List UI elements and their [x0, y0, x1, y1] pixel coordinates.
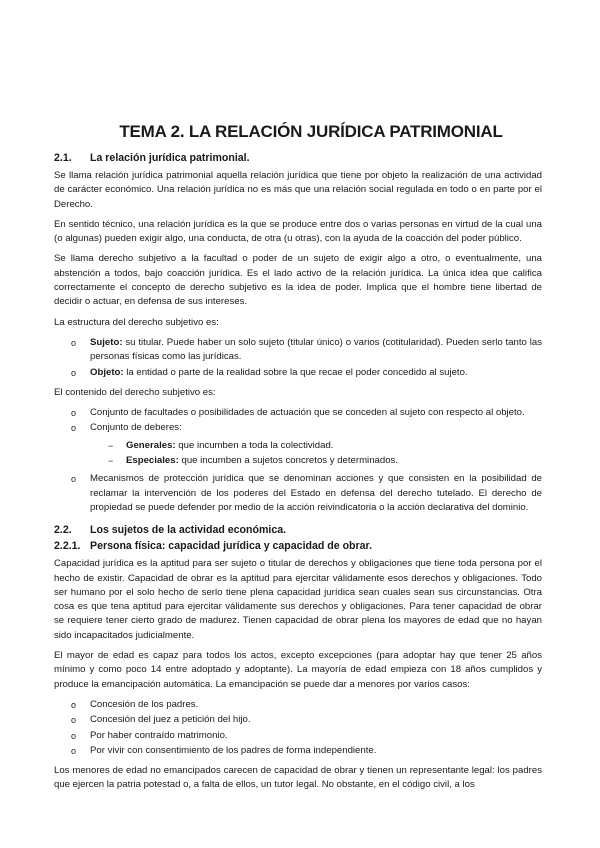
list-item [54, 729, 542, 743]
section-title: Los sujetos de la actividad económica. [90, 524, 287, 537]
list-text: Concesión de los padres. [90, 698, 199, 710]
bullet-icon: o [71, 745, 77, 756]
list-text: Por vivir con consentimiento de los padres de forma independiente. [90, 744, 377, 756]
section-title: La relación jurídica patrimonial. [90, 152, 250, 164]
list-text: Concesión del juez a petición del hijo. [90, 714, 251, 726]
paragraph: Se llama derecho subjetivo a la facultad o poder de un sujeto de exigir algo a otro, o eventualmente, una abstención a todos, bajo coacción jurídica. Es el lado activo de la relación jurídica. La única idea que califica correctamente el concepto de derecho subjetivo es la idea de poder. Implica que el hombre tiene libertad de decidir o actuar, en defensa de sus intereses. [54, 253, 542, 308]
list-text: que incumben a toda la colectividad. [175, 439, 334, 451]
bullet-icon: o [71, 367, 77, 378]
bullet-icon: o [71, 408, 77, 419]
paragraph: Los menores de edad no emancipados carecen de capacidad de obrar y tienen un representante legal: los padres que ejercen la patria potestad o, a falta de ellos, un tutor legal. No obstante, en el código civil, a los [54, 765, 542, 791]
bullet-icon: o [71, 423, 77, 434]
list-text: Por haber contraído matrimonio. [90, 729, 228, 741]
list-text: la entidad o parte de la realidad sobre la que recae el poder concedido al sujeto. [123, 366, 468, 378]
paragraph: Se llama relación jurídica patrimonial aquella relación jurídica que tiene por objeto la realización de una actividad de carácter económico. Una relación jurídica no es más que una relación social regulada en todo o en parte por el Derecho. [54, 170, 542, 210]
paragraph: El contenido del derecho subjetivo es: [54, 386, 216, 398]
list-item [54, 336, 542, 365]
duties-list [54, 439, 542, 469]
subsection-title: Persona física: capacidad jurídica y capacidad de obrar. [90, 540, 373, 553]
bullet-icon: o [71, 699, 77, 710]
bullet-icon: o [71, 337, 77, 348]
list-text: Mecanismos de protección jurídica que se denominan acciones y que consisten en la posibilidad de reclamar la intervención de los poderes del Estado en defensa del derecho tutelado. El derecho de propiedad se puede defender por medio de la acción reivindicatoria o la acción declarativa del dominio. [90, 473, 542, 513]
content-list [54, 406, 542, 515]
list-text: su titular. Puede haber un solo sujeto (titular único) o varios (cotitularidad). Pueden serlo tanto las personas físicas como las jurídicas. [90, 336, 542, 363]
list-item [54, 472, 542, 515]
list-item [54, 698, 542, 712]
list-item [54, 439, 542, 453]
dash-icon: − [108, 440, 114, 451]
emancipation-cases-list [54, 698, 542, 758]
list-term: Especiales: [126, 455, 179, 467]
list-item [54, 421, 542, 468]
paragraph: En sentido técnico, una relación jurídica es la que se produce entre dos o varias personas en virtud de la cual una (o algunas) pueden exigir algo, una conducta, de otra (u otras), con la ayuda de la coacción del poder público. [54, 218, 542, 245]
list-item [54, 366, 542, 380]
section-heading-2-1 [54, 151, 542, 165]
section-number: 2.2. [54, 524, 72, 537]
list-text: que incumben a sujetos concretos y determinados. [178, 455, 398, 467]
paragraph: Capacidad jurídica es la aptitud para ser sujeto o titular de derechos y obligaciones que tiene toda persona por el hecho de existir. Capacidad de obrar es la aptitud para ejercitar válidamente esos derechos y obligaciones. Todo ser humano por el solo hecho de serlo tiene plena capacidad jurídica sean cuales sean sus circunstancias. Otra cosa es que tena aptitud para ejercitar válidamente sus derechos y obligaciones. Para tener capacidad de obrar se requiere tener cierto grado de madurez. Tienen capacidad de obrar plena los mayores de edad que no hayan sido incapacitados judicialmente. [54, 558, 542, 641]
paragraph: La estructura del derecho subjetivo es: [54, 316, 219, 328]
document-title: TEMA 2. LA RELACIÓN JURÍDICA PATRIMONIAL [119, 122, 503, 141]
list-item [54, 406, 542, 420]
paragraph: El mayor de edad es capaz para todos los actos, excepto excepciones (para adoptar hay que tener 25 años mínimo y como poco 14 entre adoptado y adoptante). La mayoría de edad empieza con 18 años cumplidos y produce la emancipación automática. La emancipación se puede dar a menores por varios casos: [54, 650, 542, 690]
list-item [54, 454, 542, 468]
subsection-number: 2.2.1. [54, 540, 81, 553]
dash-icon: − [108, 456, 114, 467]
bullet-icon: o [71, 715, 77, 726]
subsection-heading-2-2-1 [54, 539, 542, 553]
list-term: Sujeto: [90, 336, 123, 348]
structure-list [54, 336, 542, 380]
section-number: 2.1. [54, 152, 72, 164]
section-heading-2-2 [54, 523, 542, 537]
list-term: Generales: [126, 439, 176, 451]
bullet-icon: o [71, 474, 77, 485]
list-item [54, 744, 542, 758]
list-text: Conjunto de facultades o posibilidades de actuación que se conceden al sujeto con respecto al objeto. [90, 407, 525, 419]
list-text: Conjunto de deberes: [90, 422, 182, 434]
bullet-icon: o [71, 730, 77, 741]
list-term: Objeto: [90, 366, 124, 378]
list-item [54, 713, 542, 727]
